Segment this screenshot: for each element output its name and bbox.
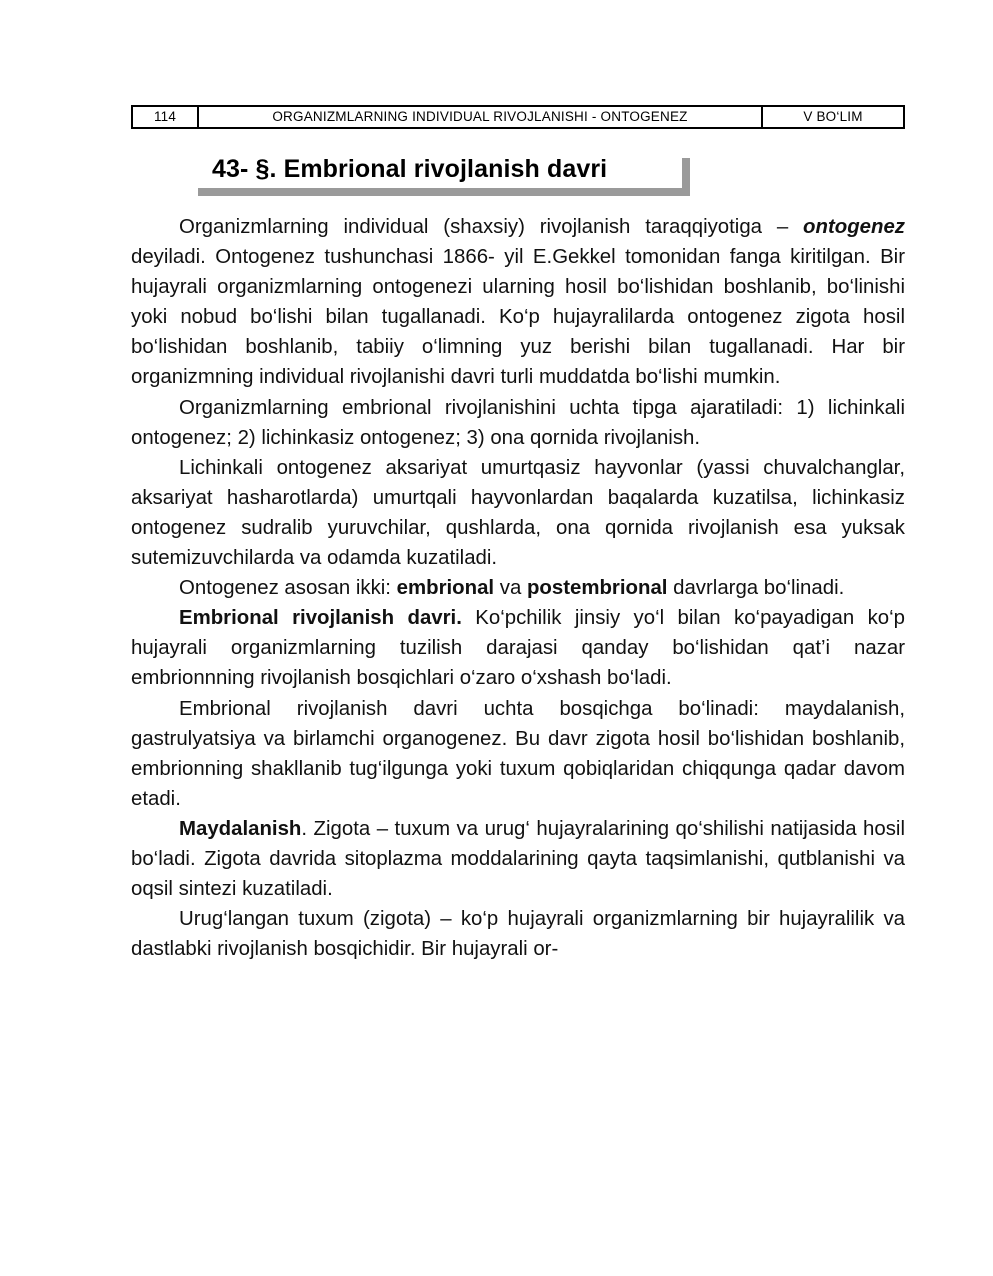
paragraph [131, 694, 905, 814]
header-page-number: 114 [133, 107, 199, 127]
section-heading-banner [190, 150, 682, 188]
section-heading-text: 43- §. Embrional rivojlanish davri [212, 154, 608, 183]
text-run: Embrional rivojlanish davri uchta bosqichga bo‘linadi: maydalanish, gastrulyatsiya va birlamchi organogenez. Bu davr zigota hosil bo‘lishidan boshlanib, embrionning shakllanib tug‘ilgunga yoki tuxum qobiqlaridan chiqqunga qadar davom etadi. [131, 697, 905, 810]
paragraph [131, 904, 905, 964]
paragraph [131, 212, 905, 393]
text-run: Lichinkali ontogenez aksariyat umurtqasiz hayvonlar (yassi chuvalchanglar, aksariyat hasharotlarda) umurtqali hayvonlardan baqalarda kuzatilsa, lichinkasiz ontogenez sudralib yuruvchilar, qushlarda, ona qornida rivojlanish esa yuksak sutemizuvchilarda va odamda kuzatiladi. [131, 456, 905, 570]
bold-italic-run: ontogenez [803, 216, 905, 238]
paragraph [131, 603, 905, 693]
paragraph [131, 573, 905, 603]
paragraph [131, 814, 905, 904]
paragraph [131, 393, 905, 453]
text-run: davrlarga bo‘linadi. [667, 577, 845, 600]
text-run: . Zigota – tuxum va urug‘ hujayralarining qo‘shilishi natijasida hosil bo‘ladi. Zigota davrida sitoplazma moddalarining qayta taqsimlanishi, qutblanishi va oqsil sintezi kuzatiladi. [131, 817, 905, 901]
section-heading [190, 150, 682, 188]
bold-run: postembrional [526, 577, 668, 600]
text-run: Urug‘langan tuxum (zigota) – ko‘p hujayrali organizmlarning bir hujayralilik va dastlabki rivojlanish bosqichidir. Bir hujayrali or- [131, 908, 905, 961]
bold-run: embrional [396, 577, 495, 600]
text-run: Organizmlarning embrional rivojlanishini uchta tipga ajaratiladi: 1) lichinkali ontogenez; 2) lichinkasiz ontogenez; 3) ona qornida rivojlanish. [131, 396, 905, 449]
header-book-title: ORGANIZMLARNING INDIVIDUAL RIVOJLANISHI - ONTOGENEZ [199, 107, 763, 127]
text-run: Organizmlarning individual (shaxsiy) rivojlanish taraqqiyotiga – [179, 216, 804, 238]
bold-run: Maydalanish [179, 817, 302, 840]
header-section-label: V BO‘LIM [803, 109, 863, 125]
running-header [131, 105, 905, 129]
paragraph [131, 453, 905, 573]
text-run: Ontogenez asosan ikki: [179, 577, 397, 600]
body-text [131, 212, 905, 964]
text-run: Ko‘pchilik jinsiy yo‘l bilan ko‘payadigan ko‘p hujayrali organizmlarning tuzilish darajasi qanday bo‘lishidan qat’i nazar embrionnning rivojlanish bosqichlari o‘zaro o‘xshash bo‘ladi. [131, 607, 905, 690]
text-run: va [494, 577, 527, 600]
bold-run: Embrional rivojlanish davri. [179, 607, 462, 630]
text-run: deyiladi. Ontogenez tushunchasi 1866- yil E.Gekkel tomonidan fanga kiritilgan. Bir hujayrali organizmlarning ontogenezi ularning hosil bo‘lishidan boshlanib, bo‘linishi yoki nobud bo‘lishi bilan tugallanadi. Ko‘p hujayralilarda ontogenez zigota hosil bo‘lishidan boshlanib, tabiiy o‘limning yuz berishi bilan tugallanadi. Har bir organizmning individual rivojlanishi davri turli muddatda bo‘lishi mumkin. [131, 246, 905, 389]
